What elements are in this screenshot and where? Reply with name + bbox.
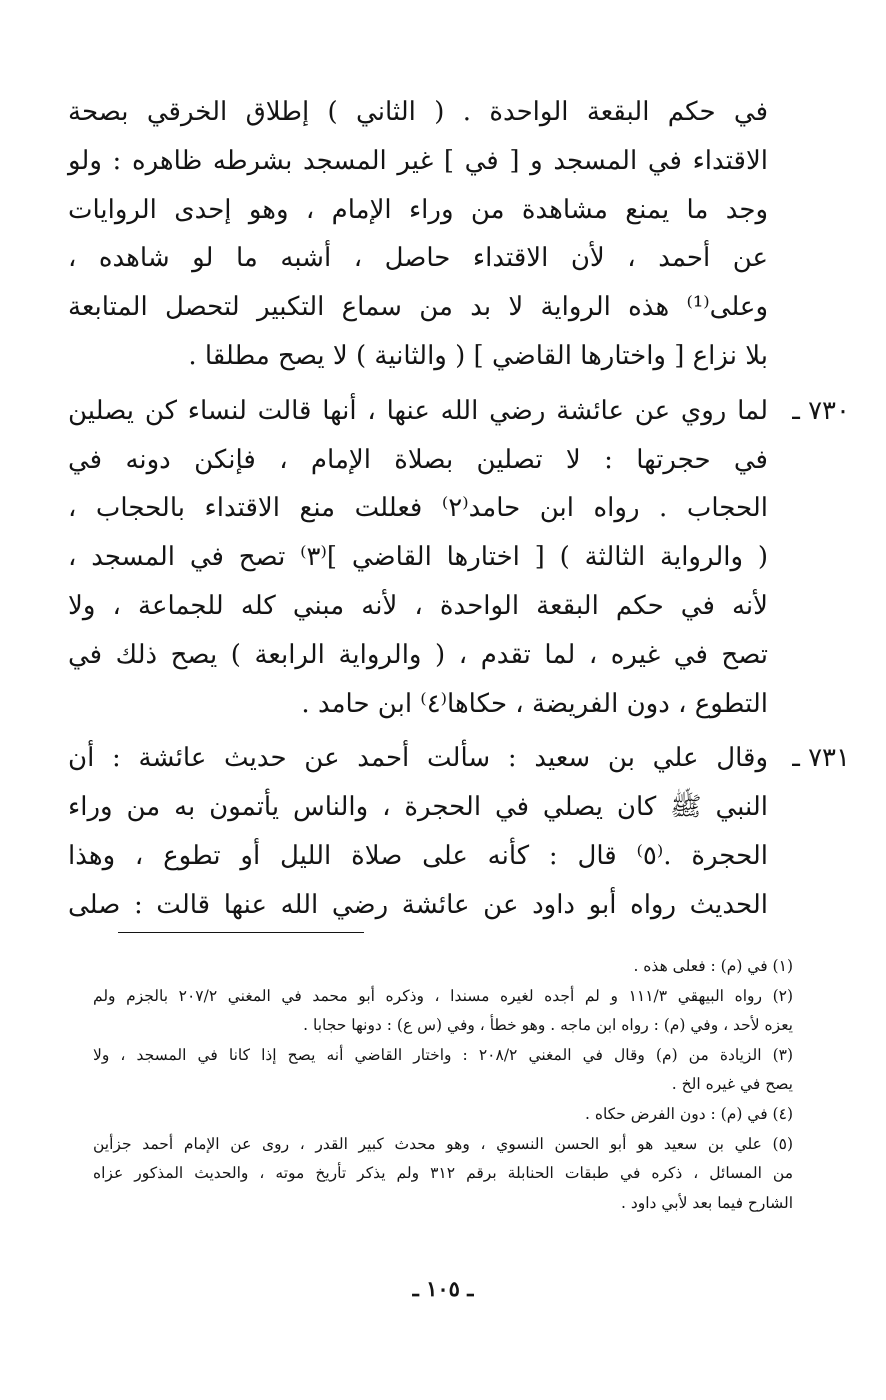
- footnote-4: [93, 1100, 793, 1130]
- text-line: عن أحمد ، لأن الاقتداء حاصل ، أشبه ما لو شاهده ،: [68, 243, 769, 274]
- footnote-line: من المسائل ، ذكره في طبقات الحنابلة برقم ٣١٢ ولم يذكر تأريخ موته ، والحديث المذكور عزاه: [93, 1164, 793, 1183]
- footnote-1: [93, 952, 793, 982]
- paragraph-number: ٧٣٠ ـ: [792, 395, 850, 426]
- text-line: بلا نزاع [ واختارها القاضي ] ( والثانية ) لا يصح مطلقا .: [188, 340, 768, 371]
- footnote-line: (٢) رواه البيهقي ١١١/٣ و لم أجده لغيره مسندا ، وذكره أبو محمد في المغني ٢٠٧/٢ بالجزم ولم: [93, 986, 794, 1005]
- footnote-line: (٥) علي بن سعيد هو أبو الحسن النسوي ، وهو محدث كبير القدر ، روى عن الإمام أحمد جزأين: [93, 1134, 793, 1153]
- main-text: [68, 88, 850, 930]
- footnote-2: [93, 982, 793, 1041]
- footnote-5: [93, 1130, 793, 1219]
- footnote-line: (٣) الزيادة من (م) وقال في المغني ٢٠٨/٢ : واختار القاضي أنه يصح إذا كانا في المسجد ، ولا: [93, 1045, 794, 1064]
- footnote-line: الشارح فيما بعد لأبي داود .: [621, 1193, 793, 1212]
- footnote-line: (٤) في (م) : دون الفرض حكاه .: [584, 1104, 793, 1123]
- paragraph-number: ٧٣١ ـ: [792, 743, 850, 774]
- text-line: وجد ما يمنع مشاهدة من وراء الإمام ، وهو إحدى الروايات: [68, 194, 768, 225]
- text-line: وقال علي بن سعيد : سألت أحمد عن حديث عائشة : أن: [68, 743, 768, 774]
- footnote-line: يعزه لأحد ، وفي (م) : رواه ابن ماجه . وهو خطأ ، وفي (س ع) : دونها حجابا .: [303, 1016, 793, 1035]
- text-paragraph-730: [68, 387, 850, 729]
- text-line: الاقتداء في المسجد و [ في ] غير المسجد بشرطه ظاهره : ولو: [68, 145, 768, 176]
- text-line: في حكم البقعة الواحدة . ( الثاني ) إطلاق الخرقي بصحة: [68, 97, 768, 127]
- text-line: ( والرواية الثالثة ) [ اختارها القاضي ]⁽٣⁾ تصح في المسجد ،: [68, 542, 768, 573]
- footnote-line: يصح في غيره الخ .: [671, 1075, 793, 1094]
- text-line: الحجاب . رواه ابن حامد⁽٢⁾ فعللت منع الاقتداء بالحجاب ،: [68, 493, 768, 524]
- text-line: الحجرة .⁽٥⁾ قال : كأنه على صلاة الليل أو تطوع ، وهذا: [68, 840, 768, 871]
- text-line: لما روي عن عائشة رضي الله عنها ، أنها قالت لنساء كن يصلين: [68, 395, 768, 426]
- footnote-line: (١) في (م) : فعلى هذه .: [633, 957, 793, 975]
- text-line: لأنه في حكم البقعة الواحدة ، لأنه مبني كله للجماعة ، ولا: [68, 590, 768, 621]
- footnote-3: [93, 1041, 793, 1100]
- text-line: تصح في غيره ، لما تقدم ، ( والرواية الرابعة ) يصح ذلك في: [68, 639, 768, 670]
- text-line: التطوع ، دون الفريضة ، حكاها⁽٤⁾ ابن حامد .: [301, 688, 768, 719]
- text-paragraph-731: [68, 734, 850, 929]
- footnote-separator: [118, 932, 364, 933]
- text-paragraph-continuation: [68, 88, 768, 381]
- page-number: ـ ١٠٥ ـ: [412, 1276, 474, 1301]
- footnotes: [93, 952, 793, 1218]
- text-line: النبي ﷺ كان يصلي في الحجرة ، والناس يأتمون به من وراء: [68, 792, 768, 823]
- text-line: في حجرتها : لا تصلين بصلاة الإمام ، فإنكن دونه في: [68, 444, 768, 475]
- text-line: وعلى⁽¹⁾ هذه الرواية لا بد من سماع التكبير لتحصل المتابعة: [68, 292, 768, 323]
- text-line: الحديث رواه أبو داود عن عائشة رضي الله عنها قالت : صلى: [68, 889, 768, 920]
